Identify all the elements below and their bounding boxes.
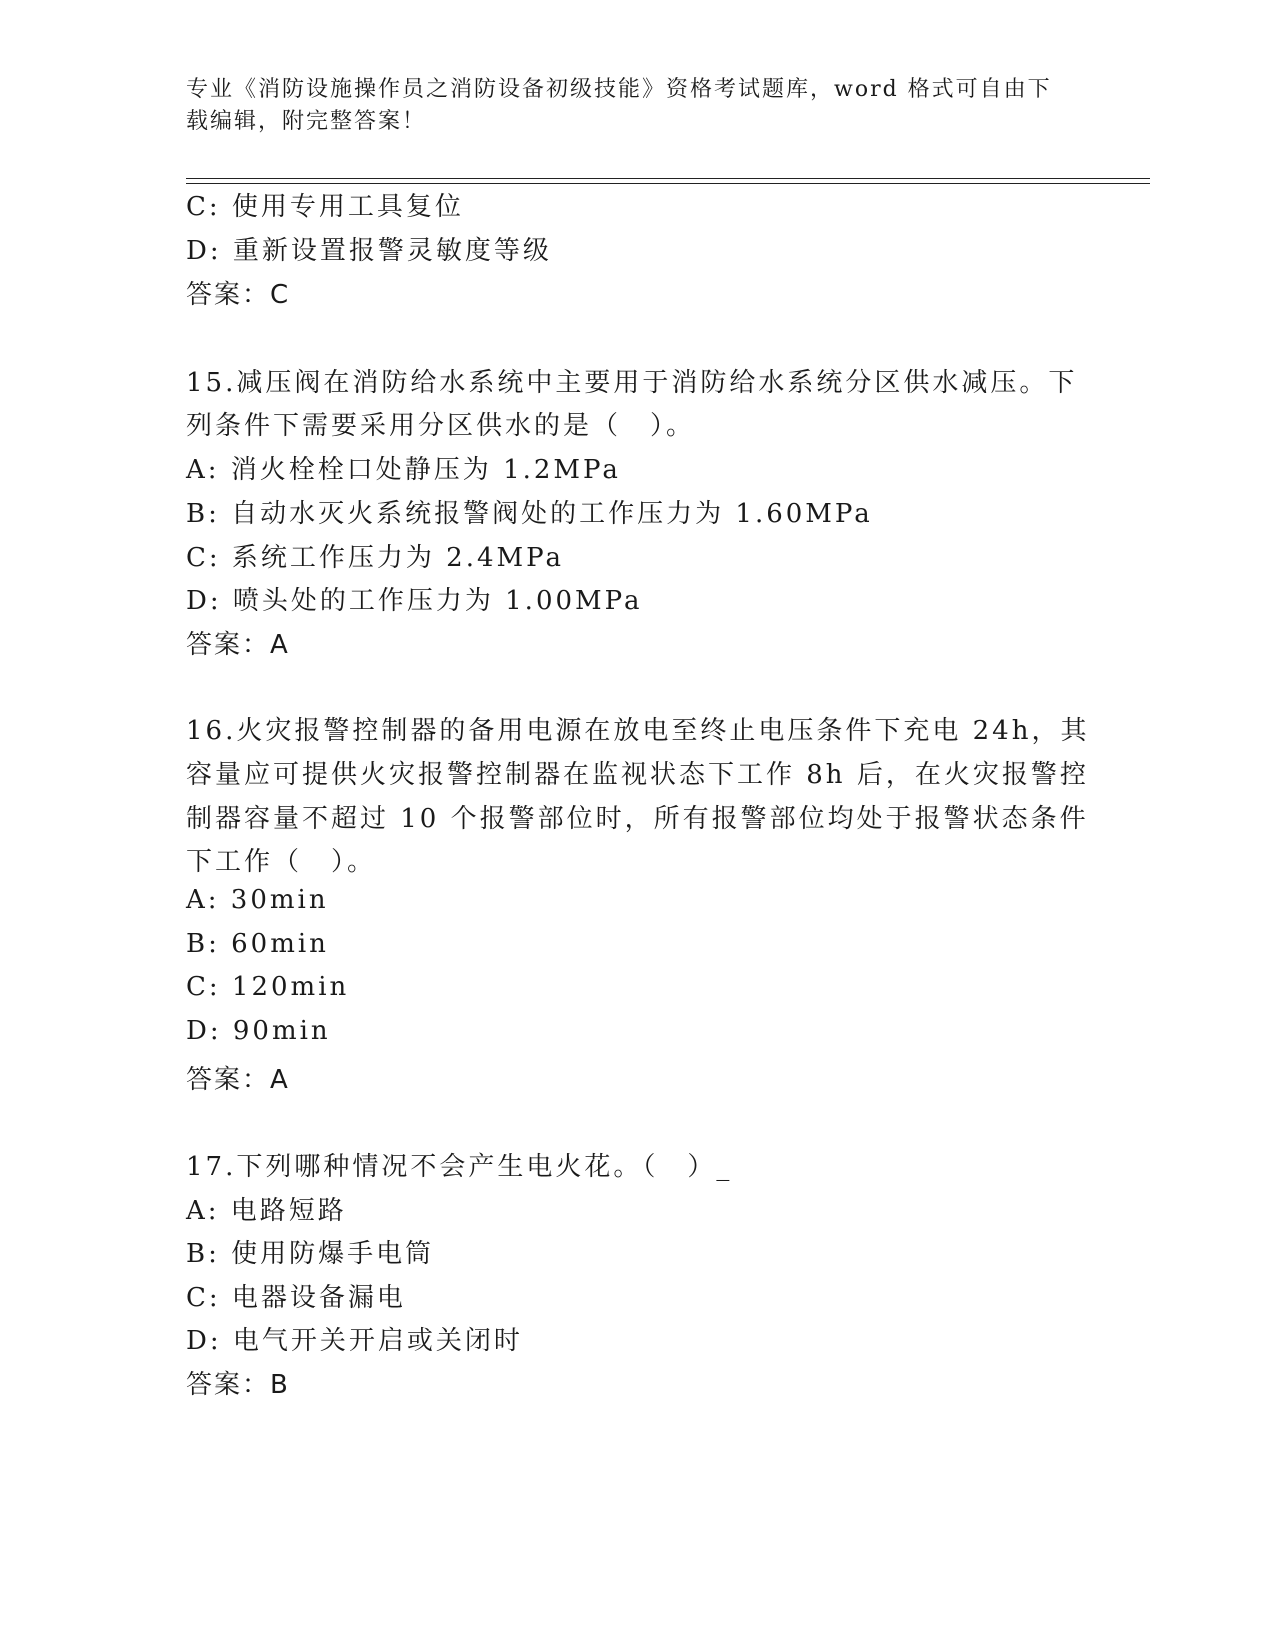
header-line-2: 载编辑，附完整答案！ (186, 109, 427, 134)
q16-stem-line-1: 16.火灾报警控制器的备用电源在放电至终止电压条件下充电 24h，其 (186, 716, 1090, 746)
q15-option-a: A: 消火栓栓口处静压为 1.2MPa (186, 455, 621, 485)
q17-option-d: D: 电气开关开启或关闭时 (186, 1326, 523, 1356)
document-header (186, 74, 1066, 138)
q17-option-b: B: 使用防爆手电筒 (186, 1239, 435, 1269)
prev-option-c: C: 使用专用工具复位 (186, 192, 464, 222)
prev-option-d: D: 重新设置报警灵敏度等级 (186, 236, 552, 266)
q15-option-c: C: 系统工作压力为 2.4MPa (186, 543, 564, 573)
q16-stem-line-3: 制器容量不超过 10 个报警部位时，所有报警部位均处于报警状态条件 (186, 804, 1089, 834)
q17-option-a: A: 电路短路 (186, 1196, 347, 1226)
header-divider-bottom (186, 183, 1150, 184)
header-line-1: 专业《消防设施操作员之消防设备初级技能》资格考试题库，word 格式可自由下 (186, 77, 1052, 102)
q15-option-d: D: 喷头处的工作压力为 1.00MPa (186, 586, 643, 616)
q16-option-a: A: 30min (186, 885, 329, 915)
q15-option-b: B: 自动水灭火系统报警阀处的工作压力为 1.60MPa (186, 499, 873, 529)
q17-stem-line-1: 17.下列哪种情况不会产生电火花。（ ）_ (186, 1152, 733, 1182)
q16-option-b: B: 60min (186, 929, 329, 959)
q16-option-d: D: 90min (186, 1016, 331, 1046)
q16-option-c: C: 120min (186, 972, 350, 1002)
q16-answer: 答案：A (186, 1065, 290, 1095)
q15-stem-line-2: 列条件下需要采用分区供水的是（ ）。 (186, 411, 696, 441)
q15-answer: 答案：A (186, 630, 290, 660)
q17-option-c: C: 电器设备漏电 (186, 1283, 406, 1313)
q15-stem-line-1: 15.减压阀在消防给水系统中主要用于消防给水系统分区供水减压。下 (186, 368, 1078, 398)
q16-stem-line-2: 容量应可提供火灾报警控制器在监视状态下工作 8h 后，在火灾报警控 (186, 760, 1089, 790)
header-divider-top (186, 178, 1150, 179)
prev-answer: 答案：C (186, 280, 291, 310)
q17-answer: 答案：B (186, 1370, 290, 1400)
q16-stem-line-4: 下工作（ ）。 (186, 847, 377, 877)
